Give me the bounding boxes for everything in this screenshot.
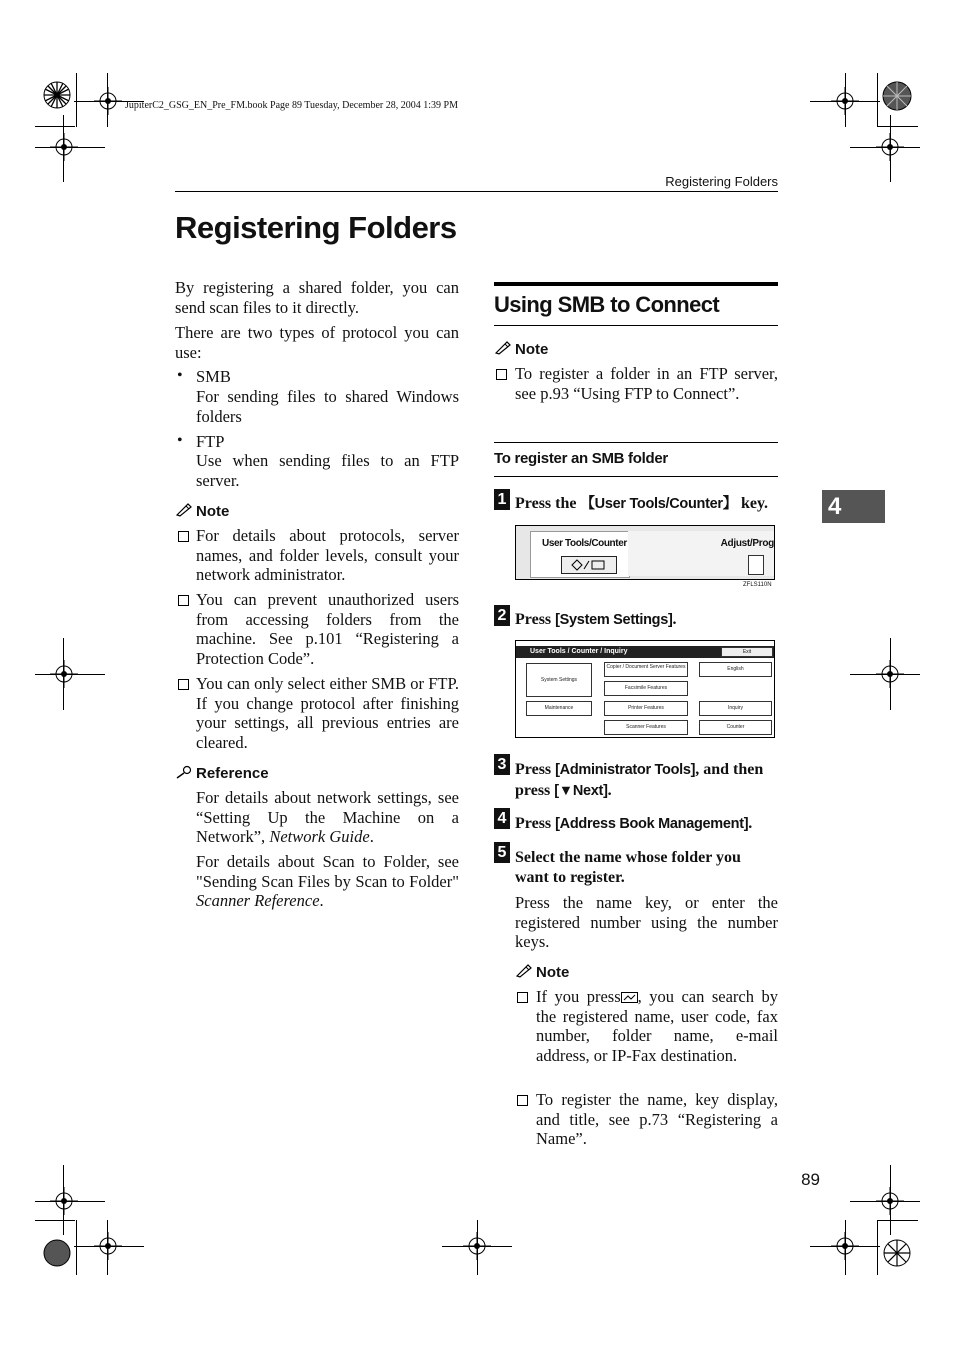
link-network-guide[interactable]: Network Guide xyxy=(269,827,370,847)
note-item: You can prevent unauthorized users from accessing folders from the machine. See p.101 “Registering a Protection Code”. xyxy=(196,590,459,668)
header-rule xyxy=(175,191,778,192)
registration-target-icon xyxy=(40,1234,78,1272)
pencil-icon xyxy=(494,341,512,355)
key-user-tools-counter: 【User Tools/Counter】 xyxy=(580,496,737,512)
checkbox-glyph xyxy=(178,531,189,542)
step-number: 1 xyxy=(494,489,510,510)
user-tools-key[interactable] xyxy=(561,556,617,574)
checkbox-glyph xyxy=(178,679,189,690)
step-text: Press [Administrator Tools], and then press [▼Next]. xyxy=(515,761,764,799)
reference-scan-folder: For details about Scan to Folder, see "Sending Scan Files by Scan to Folder" Scanner Reference. xyxy=(196,852,459,911)
step-text: Press [System Settings]. xyxy=(515,611,677,628)
running-head: Registering Folders xyxy=(665,174,778,189)
note-heading: Note xyxy=(515,964,569,981)
key-system-settings: [System Settings] xyxy=(555,612,673,628)
page-title: Registering Folders xyxy=(175,210,457,245)
intro-paragraph: By registering a shared folder, you can send scan files to it directly. xyxy=(175,278,459,317)
protocol-smb-desc: For sending files to shared Windows folders xyxy=(196,387,459,426)
step-number: 4 xyxy=(494,808,510,829)
counter-button[interactable]: Counter xyxy=(699,720,772,735)
screen-title-bar: User Tools / Counter / Inquiry xyxy=(516,646,775,658)
link-scanner-reference[interactable]: Scanner Reference xyxy=(196,891,320,911)
inquiry-button[interactable]: Inquiry xyxy=(699,701,772,716)
protocol-smb-name: SMB xyxy=(196,367,231,386)
subsection-rule xyxy=(494,442,778,443)
step-number: 3 xyxy=(494,754,510,775)
panel-key xyxy=(748,555,764,575)
protocol-ftp-name: FTP xyxy=(196,432,225,451)
figure-code: ZFLS110N xyxy=(743,582,772,588)
note-item: You can only select either SMB or FTP. If you change protocol after finishing your settings, all previous entries are cleared. xyxy=(196,674,459,752)
registration-target-icon xyxy=(878,78,916,116)
book-info: JupiterC2_GSG_EN_Pre_FM.book Page 89 Tuesday, December 28, 2004 1:39 PM xyxy=(125,100,458,111)
page-number: 89 xyxy=(801,1170,820,1189)
note-item: To register the name, key display, and title, see p.73 “Registering a Name”. xyxy=(536,1090,778,1149)
section-rule xyxy=(494,282,778,286)
key-address-book-management: [Address Book Management] xyxy=(555,816,749,832)
system-settings-button[interactable]: System Settings xyxy=(526,663,592,697)
section-title: Using SMB to Connect xyxy=(494,292,720,317)
step-number: 2 xyxy=(494,605,510,626)
checkbox-glyph xyxy=(517,1095,528,1106)
search-key-icon xyxy=(621,992,638,1003)
reference-heading: Reference xyxy=(175,765,269,782)
step-text: Select the name whose folder you want to register. xyxy=(515,849,741,886)
copier-features-button[interactable]: Copier / Document Server Features xyxy=(604,662,688,677)
step-number: 5 xyxy=(494,842,510,863)
pencil-icon xyxy=(515,964,533,978)
checkbox-glyph xyxy=(496,369,507,380)
note-item: To register a folder in an FTP server, see p.93 “Using FTP to Connect”. xyxy=(515,364,778,403)
checkbox-glyph xyxy=(517,992,528,1003)
protocols-intro: There are two types of protocol you can use: xyxy=(175,323,459,362)
protocol-ftp-desc: Use when sending files to an FTP server. xyxy=(196,451,459,490)
panel-label-adjust: Adjust/Prog xyxy=(720,538,774,549)
step-text: Press [Address Book Management]. xyxy=(515,815,753,832)
chapter-tab: 4 xyxy=(822,490,885,523)
language-button[interactable]: English xyxy=(699,662,772,677)
note-heading: Note xyxy=(494,341,548,358)
key-administrator-tools: [Administrator Tools] xyxy=(555,762,696,778)
printer-features-button[interactable]: Printer Features xyxy=(604,701,688,716)
facsimile-features-button[interactable]: Facsimile Features xyxy=(604,681,688,696)
control-panel-figure xyxy=(515,525,775,580)
note-item: If you press , you can search by the registered name, user code, fax number, folder name, e-mail address, or IP-Fax destination. xyxy=(536,987,778,1065)
section-rule xyxy=(494,325,778,326)
scanner-features-button[interactable]: Scanner Features xyxy=(604,720,688,735)
reference-icon xyxy=(175,765,193,779)
maintenance-button[interactable]: Maintenance xyxy=(526,701,592,716)
note-heading: Note xyxy=(175,503,229,520)
user-tools-icon xyxy=(562,557,616,573)
key-next: [▼Next] xyxy=(554,782,608,799)
panel-label-user-tools: User Tools/Counter xyxy=(542,538,627,549)
user-tools-screen-figure xyxy=(515,640,775,738)
pencil-icon xyxy=(175,503,193,517)
subsection-rule xyxy=(494,476,778,477)
step5-body: Press the name key, or enter the registered number using the number keys. xyxy=(515,893,778,952)
note-item: For details about protocols, server names, and folder levels, consult your network administrator. xyxy=(196,526,459,585)
exit-button[interactable]: Exit xyxy=(721,647,773,657)
reference-network: For details about network settings, see “Setting Up the Machine on a Network”, Network Guide. xyxy=(196,788,459,847)
registration-target-icon xyxy=(880,1234,918,1272)
checkbox-glyph xyxy=(178,595,189,606)
step-text: Press the 【User Tools/Counter】 key. xyxy=(515,495,769,512)
subsection-title: To register an SMB folder xyxy=(494,450,668,467)
